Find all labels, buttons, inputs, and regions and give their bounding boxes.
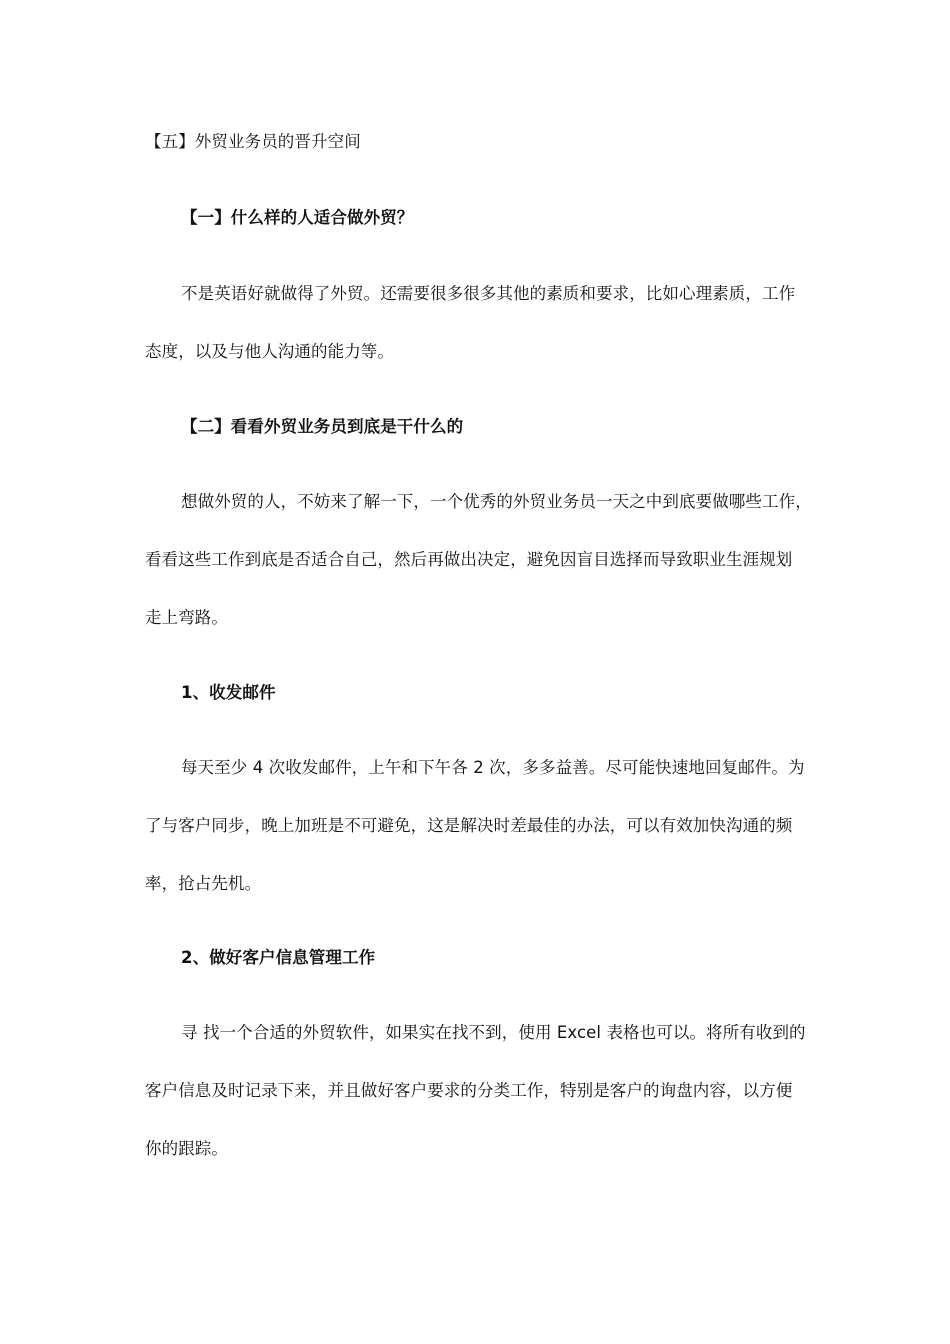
item2-heading: 2、做好客户信息管理工作 [181,948,376,967]
section1-paragraph-line: 态度，以及与他人沟通的能力等。 [145,342,394,361]
item1-heading: 1、收发邮件 [181,683,276,702]
item2-paragraph-line: 客户信息及时记录下来，并且做好客户要求的分类工作，特别是客户的询盘内容，以方便 [145,1081,793,1100]
item1-paragraph-line: 了与客户同步，晚上加班是不可避免，这是解决时差最佳的办法，可以有效加快沟通的频 [145,816,793,835]
item1-paragraph-line: 每天至少 4 次收发邮件，上午和下午各 2 次，多多益善。尽可能快速地回复邮件。为 [181,758,805,777]
item2-paragraph-line: 你的跟踪。 [145,1139,228,1158]
item1-paragraph-line: 率，抢占先机。 [145,874,262,893]
section2-paragraph-line: 走上弯路。 [145,608,228,627]
item2-paragraph-line: 寻 找一个合适的外贸软件，如果实在找不到，使用 Excel 表格也可以。将所有收到的 [181,1023,806,1042]
section1-heading: 【一】什么样的人适合做外贸？ [181,208,414,227]
section1-paragraph-line: 不是英语好就做得了外贸。还需要很多很多其他的素质和要求，比如心理素质，工作 [181,284,796,303]
section2-heading: 【二】看看外贸业务员到底是干什么的 [181,417,464,436]
section2-paragraph-line: 想做外贸的人，不妨来了解一下，一个优秀的外贸业务员一天之中到底要做哪些工作， [181,492,812,511]
section2-paragraph-line: 看看这些工作到底是否适合自己，然后再做出决定，避免因盲目选择而导致职业生涯规划 [145,550,793,569]
intro-heading: 【五】外贸业务员的晋升空间 [145,132,361,151]
